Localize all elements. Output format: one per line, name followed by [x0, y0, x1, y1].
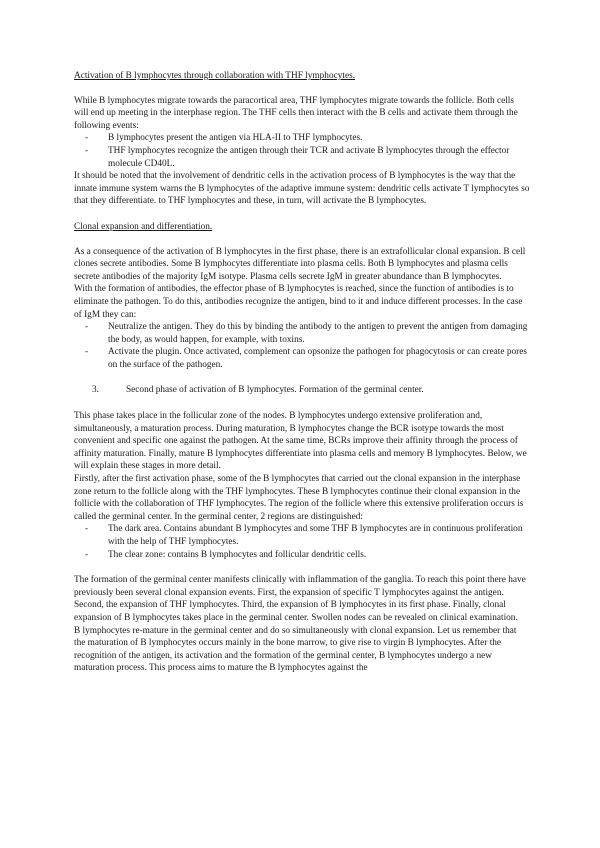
section1-bullet-list [74, 132, 530, 170]
section1-title: Activation of B lymphocytes through collaboration with THF lymphocytes. [74, 71, 356, 81]
section3-paragraph-4: B lymphocytes re-mature in the germinal center and do so simultaneously with clonal expansion. Let us remember that the maturation of B lymphocytes occurs mainly in the bone marrow, to give rise to virgin B lymphocytes. After the recognition of the antigen, its activation and the formation of the germinal center, B lymphocytes undergo a new maturation process. This process aims to mature the B lymphocytes against the [74, 625, 517, 674]
section3-title-text: Second phase of activation of B lymphocytes. Formation of the germinal center. [126, 385, 424, 396]
dash-bullet-icon: - [85, 549, 89, 560]
section1-note: It should be noted that the involvement of dendritic cells in the activation process of B lymphocytes is the way that the innate immune system warns the B lymphocytes of the adaptive immune system: dendritic cells activate T lymphocytes so that they differentiate. to THF lymphocytes and these, in turn, will activate the B lymphocytes. [74, 171, 530, 207]
section2-paragraph-2: With the formation of antibodies, the effector phase of B lymphocytes is reached, since the function of antibodies is to eliminate the pathogen. To do this, antibodies recognize the antigen, bind to it and induce different processes. In the case of IgM they can: [74, 284, 523, 320]
section2-paragraph-1: As a consequence of the activation of B lymphocytes in the first phase, there is an extrafollicular clonal expansion. B cell clones secrete antibodies. Some B lymphocytes differentiate into plasma cells. Both B lymphocytes and plasma cells secrete antibodies of the majority IgM isotype. Plasma cells secrete IgM in greater abundance than B lymphocytes. [74, 246, 526, 282]
section3-title [74, 384, 530, 397]
dash-bullet-icon: - [85, 347, 89, 358]
list-item: - The clear zone: contains B lymphocytes and follicular dendritic cells. [85, 549, 367, 560]
dash-bullet-icon: - [85, 322, 89, 333]
section2-title: Clonal expansion and differentiation. [74, 221, 213, 232]
dash-bullet-icon: - [85, 145, 89, 156]
section3-number: 3. [92, 385, 99, 396]
section3-paragraph-2: Firstly, after the first activation phase, some of the B lymphocytes that carried out the clonal expansion in the interphase zone return to the follicle along with the THF lymphocytes. These B lymphocytes continue their clonal expansion in the follicle with the collaboration of THF lymphocytes. The region of the follicle where this extensive proliferation occurs is called the germinal center. In the germinal center, 2 regions are distinguished: [74, 474, 524, 522]
list-item: - Activate the plugin. Once activated, complement can opsonize the pathogen for phagocytosis or can create pores on the surface of the pathogen. [85, 347, 527, 370]
section3-bullet-list [74, 523, 530, 561]
list-item: - B lymphocytes present the antigen via HLA-II to THF lymphocytes. [85, 133, 363, 144]
section3-paragraph-1: This phase takes place in the follicular zone of the nodes. B lymphocytes undergo extensive proliferation and, simultaneously, a maturation process. During maturation, B lymphocytes change the BCR isotype towards the most convenient and specific one against the pathogen. At the same time, BCRs improve their affinity through the process of affinity maturation. Finally, mature B lymphocytes differentiate into plasma cells and memory B lymphocytes. Below, we will explain these stages in more detail. [74, 411, 527, 472]
section1-intro: While B lymphocytes migrate towards the paracortical area, THF lymphocytes migrate towards the follicle. Both cells will end up meeting in the interphase region. The THF cells then interact with the B cells and activate them through the following events: [74, 95, 518, 131]
section2-bullet-list [74, 321, 530, 371]
list-item: - THF lymphocytes recognize the antigen through their TCR and activate B lymphocytes through the effector molecule CD40L. [85, 145, 510, 169]
dash-bullet-icon: - [85, 133, 89, 144]
list-item: - The dark area. Contains abundant B lymphocytes and some THF B lymphocytes are in continuous proliferation with the help of THF lymphocytes. [85, 524, 523, 547]
dash-bullet-icon: - [85, 524, 89, 535]
section3-paragraph-3: The formation of the germinal center manifests clinically with inflammation of the ganglia. To reach this point there have previously been several clonal expansion events. First, the expansion of specific T lymphocytes against the antigen. Second, the expansion of THF lymphocytes. Third, the expansion of B lymphocytes in its first phase. Finally, clonal expansion of B lymphocytes takes place in the germinal center. Swollen nodes can be revealed on clinical examination. [74, 575, 526, 623]
list-item: - Neutralize the antigen. They do this by binding the antibody to the antigen to prevent the antigen from damaging the body, as would happen, for example, with toxins. [85, 322, 528, 345]
